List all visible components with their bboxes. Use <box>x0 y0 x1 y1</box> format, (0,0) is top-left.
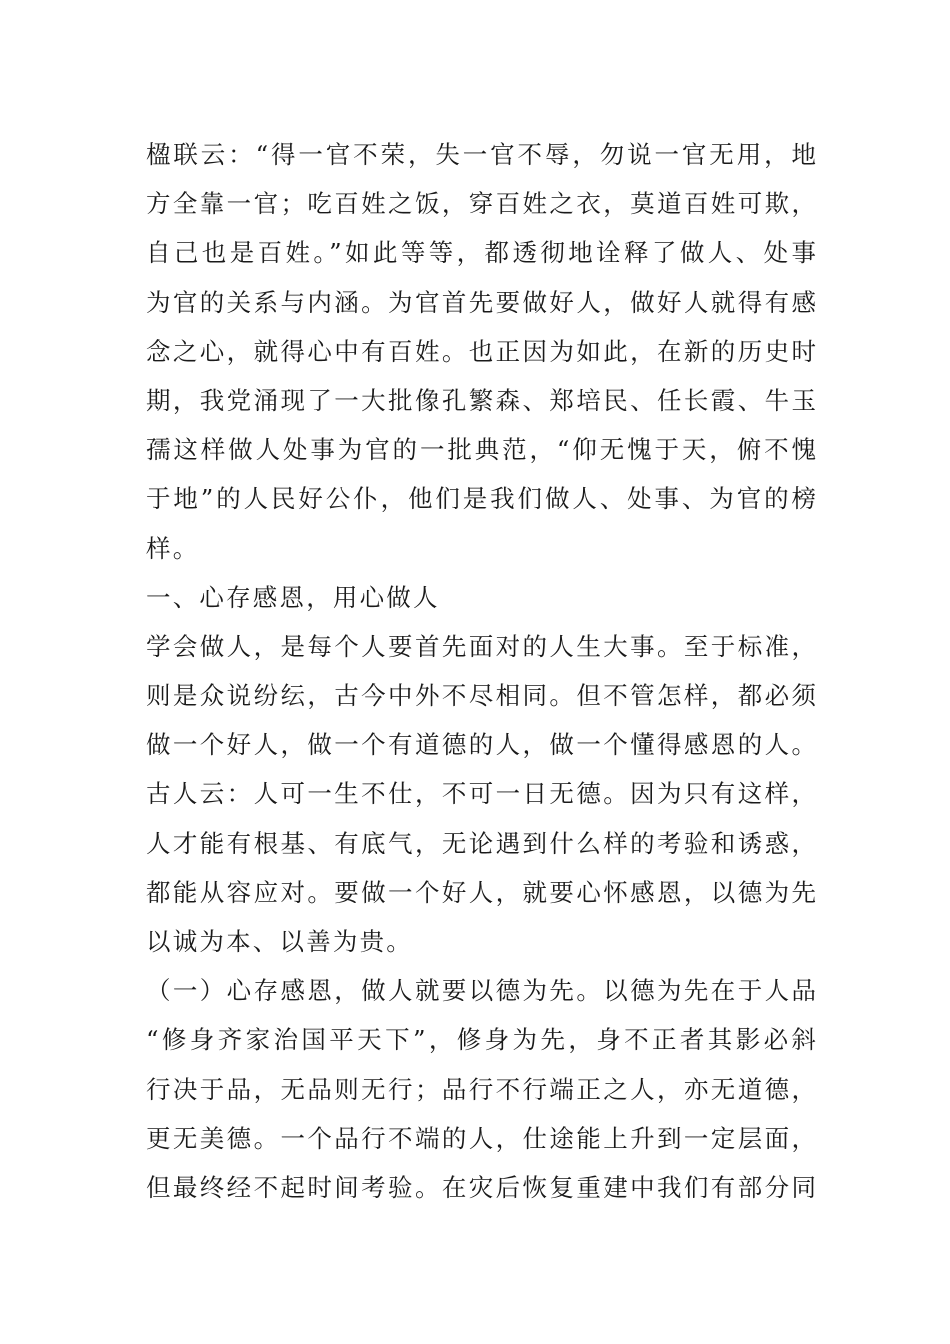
text-line: 学会做人，是每个人要首先面对的人生大事。至于标准， <box>146 631 816 661</box>
text-line: 楹联云：“得一官不荣，失一官不辱，勿说一官无用，地 <box>146 140 816 169</box>
text-line: 则是众说纷纭，古今中外不尽相同。但不管怎样，都必须 <box>146 681 816 711</box>
text-line: 期，我党涌现了一大批像孔繁森、郑培民、任长霞、牛玉 <box>146 385 816 415</box>
text-line: 古人云：人可一生不仕，不可一日无德。因为只有这样， <box>146 779 816 809</box>
text-line: 人才能有根基、有底气，无论遇到什么样的考验和诱惑， <box>146 828 816 858</box>
text-line: 以诚为本、以善为贵。 <box>146 927 413 956</box>
text-line: 念之心，就得心中有百姓。也正因为如此，在新的历史时 <box>146 336 816 366</box>
text-line: 都能从容应对。要做一个好人，就要心怀感恩，以德为先 <box>146 877 816 907</box>
text-line: 孺这样做人处事为官的一批典范，“仰无愧于天，俯不愧 <box>146 435 816 465</box>
section-heading: 一、心存感恩，用心做人 <box>146 582 440 612</box>
subsection-line: （一）心存感恩，做人就要以德为先。以德为先在于人品 <box>146 976 816 1006</box>
text-line: 但最终经不起时间考验。在灾后恢复重建中我们有部分同 <box>146 1172 816 1202</box>
text-line: 样。 <box>146 533 200 563</box>
text-line: 自己也是百姓。”如此等等，都透彻地诠释了做人、处事 <box>146 238 816 268</box>
text-line: “修身齐家治国平天下”，修身为先，身不正者其影必斜 <box>146 1025 816 1055</box>
text-line: 更无美德。一个品行不端的人，仕途能上升到一定层面， <box>146 1123 816 1153</box>
text-line: 行决于品，无品则无行；品行不行端正之人，亦无道德， <box>146 1074 816 1104</box>
body-text <box>146 130 816 1212</box>
text-line: 为官的关系与内涵。为官首先要做好人，做好人就得有感 <box>146 287 816 317</box>
text-line: 于地”的人民好公仆，他们是我们做人、处事、为官的榜 <box>146 484 816 514</box>
text-line: 方全靠一官；吃百姓之饭，穿百姓之衣，莫道百姓可欺， <box>146 189 816 219</box>
text-line: 做一个好人，做一个有道德的人，做一个懂得感恩的人。 <box>146 730 816 760</box>
